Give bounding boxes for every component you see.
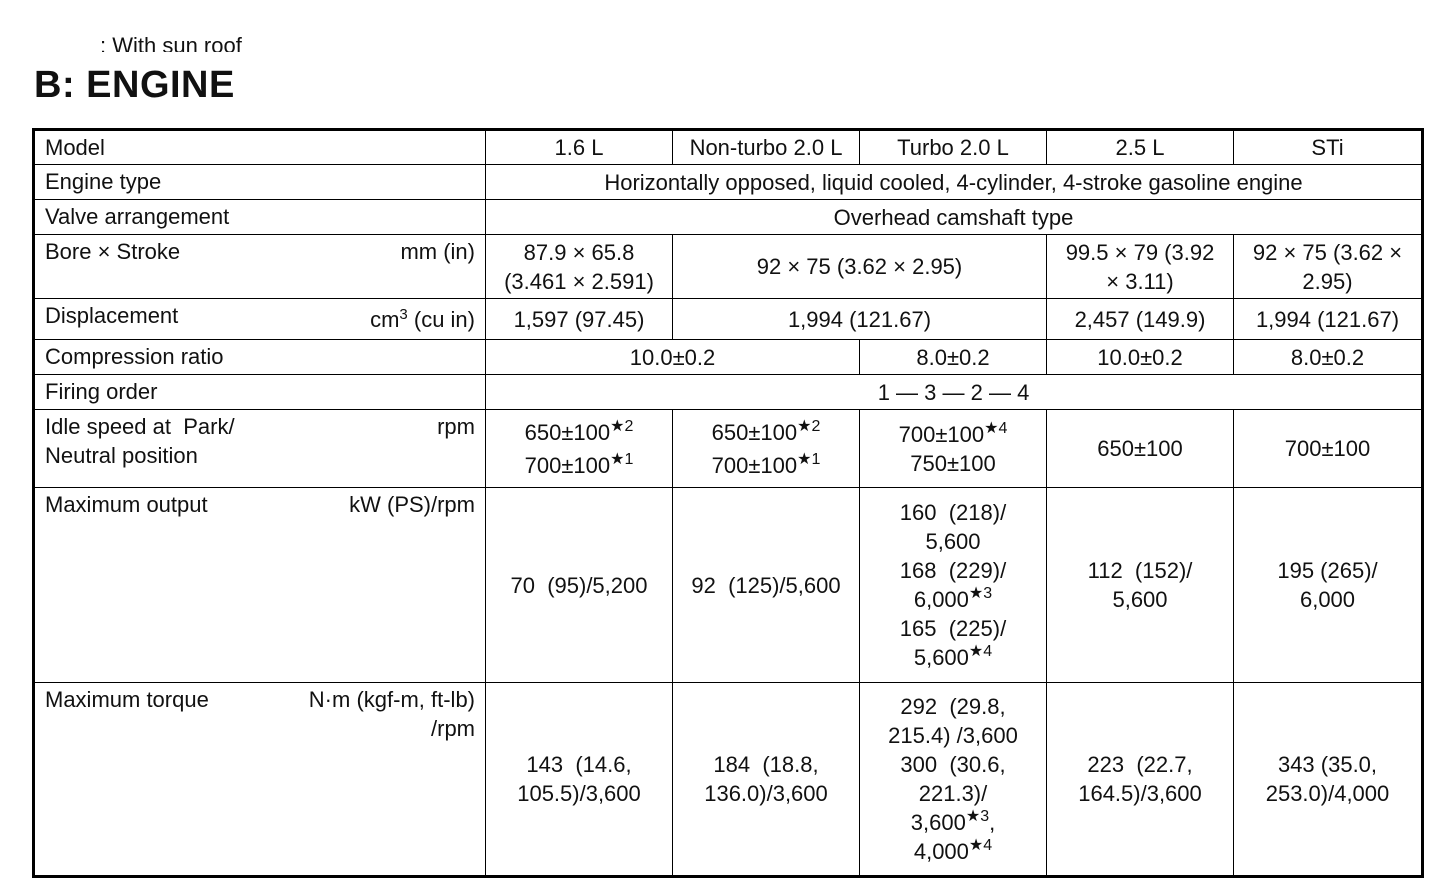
bore-stroke-unit: mm (in)	[400, 239, 475, 264]
row-compression-ratio	[34, 340, 1423, 375]
displacement-label: Displacement	[45, 303, 179, 328]
compression-ratio-label: Compression ratio	[34, 340, 486, 375]
compression-ratio-na: 10.0±0.2	[486, 340, 860, 375]
max-output-label: Maximum output	[45, 492, 208, 517]
row-bore-stroke	[34, 235, 1423, 299]
engine-type-label: Engine type	[34, 165, 486, 200]
displacement-sti: 1,994 (121.67)	[1234, 299, 1423, 340]
max-torque-turbo: 292 (29.8, 215.4) /3,600 300 (30.6, 221.3)/ $3,600^{★3}$, $4,000^{★4}$	[860, 683, 1047, 877]
max-torque-2-5: 223 (22.7, 164.5)/3,600	[1047, 683, 1234, 877]
idle-speed-unit: rpm	[437, 414, 475, 439]
max-output-unit: kW (PS)/rpm	[349, 492, 475, 517]
bore-stroke-label: Bore × Stroke	[45, 239, 181, 264]
max-torque-unit: N·m (kgf-m, ft-lb) /rpm	[308, 687, 475, 741]
model-non-turbo-2-0: Non-turbo 2.0 L	[673, 130, 860, 165]
bore-stroke-1-6: 87.9 × 65.8 (3.461 × 2.591)	[486, 235, 673, 299]
row-max-output	[34, 488, 1423, 683]
compression-ratio-2-5: 10.0±0.2	[1047, 340, 1234, 375]
max-output-2-5: 112 (152)/ 5,600	[1047, 488, 1234, 683]
row-displacement	[34, 299, 1423, 340]
displacement-unit: $cm^3$ (cu in)	[370, 306, 475, 332]
displacement-2-5: 2,457 (149.9)	[1047, 299, 1234, 340]
section-title: B: ENGINE	[34, 64, 235, 106]
row-engine-type	[34, 165, 1423, 200]
row-firing-order	[34, 375, 1423, 410]
max-torque-1-6: 143 (14.6, 105.5)/3,600	[486, 683, 673, 877]
displacement-2-0: 1,994 (121.67)	[673, 299, 1047, 340]
model-sti: STi	[1234, 130, 1423, 165]
idle-speed-2-5: 650±100	[1047, 410, 1234, 488]
max-output-2-0: 92 (125)/5,600	[673, 488, 860, 683]
idle-speed-turbo: $700\pm 100^{★4}$ 750±100	[860, 410, 1047, 488]
cutoff-note: : With sun roof	[100, 33, 242, 52]
idle-speed-1-6: $650\pm 100^{★2}$ $700\pm 100^{★1}$	[486, 410, 673, 488]
engine-type-value: Horizontally opposed, liquid cooled, 4-cylinder, 4-stroke gasoline engine	[486, 165, 1423, 200]
max-output-sti: 195 (265)/ 6,000	[1234, 488, 1423, 683]
row-max-torque	[34, 683, 1423, 877]
max-torque-label: Maximum torque	[45, 687, 209, 712]
valve-arrangement-value: Overhead camshaft type	[486, 200, 1423, 235]
row-model	[34, 130, 1423, 165]
model-turbo-2-0: Turbo 2.0 L	[860, 130, 1047, 165]
model-label: Model	[34, 130, 486, 165]
firing-order-label: Firing order	[34, 375, 486, 410]
engine-spec-table	[32, 128, 1424, 878]
max-output-turbo: 160 (218)/ 5,600 168 (229)/ $6,000^{★3}$ 165 (225)/ $5,600^{★4}$	[860, 488, 1047, 683]
compression-ratio-sti: 8.0±0.2	[1234, 340, 1423, 375]
max-torque-sti: 343 (35.0, 253.0)/4,000	[1234, 683, 1423, 877]
displacement-1-6: 1,597 (97.45)	[486, 299, 673, 340]
idle-speed-label: Idle speed at Park/ Neutral position	[45, 414, 235, 468]
valve-arrangement-label: Valve arrangement	[34, 200, 486, 235]
model-1-6: 1.6 L	[486, 130, 673, 165]
max-output-1-6: 70 (95)/5,200	[486, 488, 673, 683]
idle-speed-2-0: $650\pm 100^{★2}$ $700\pm 100^{★1}$	[673, 410, 860, 488]
bore-stroke-2-0: 92 × 75 (3.62 × 2.95)	[673, 235, 1047, 299]
row-idle-speed	[34, 410, 1423, 488]
model-2-5: 2.5 L	[1047, 130, 1234, 165]
row-valve-arrangement	[34, 200, 1423, 235]
bore-stroke-2-5: 99.5 × 79 (3.92 × 3.11)	[1047, 235, 1234, 299]
firing-order-value: 1 — 3 — 2 — 4	[486, 375, 1423, 410]
max-torque-2-0: 184 (18.8, 136.0)/3,600	[673, 683, 860, 877]
bore-stroke-sti: 92 × 75 (3.62 × 2.95)	[1234, 235, 1423, 299]
compression-ratio-turbo: 8.0±0.2	[860, 340, 1047, 375]
idle-speed-sti: 700±100	[1234, 410, 1423, 488]
